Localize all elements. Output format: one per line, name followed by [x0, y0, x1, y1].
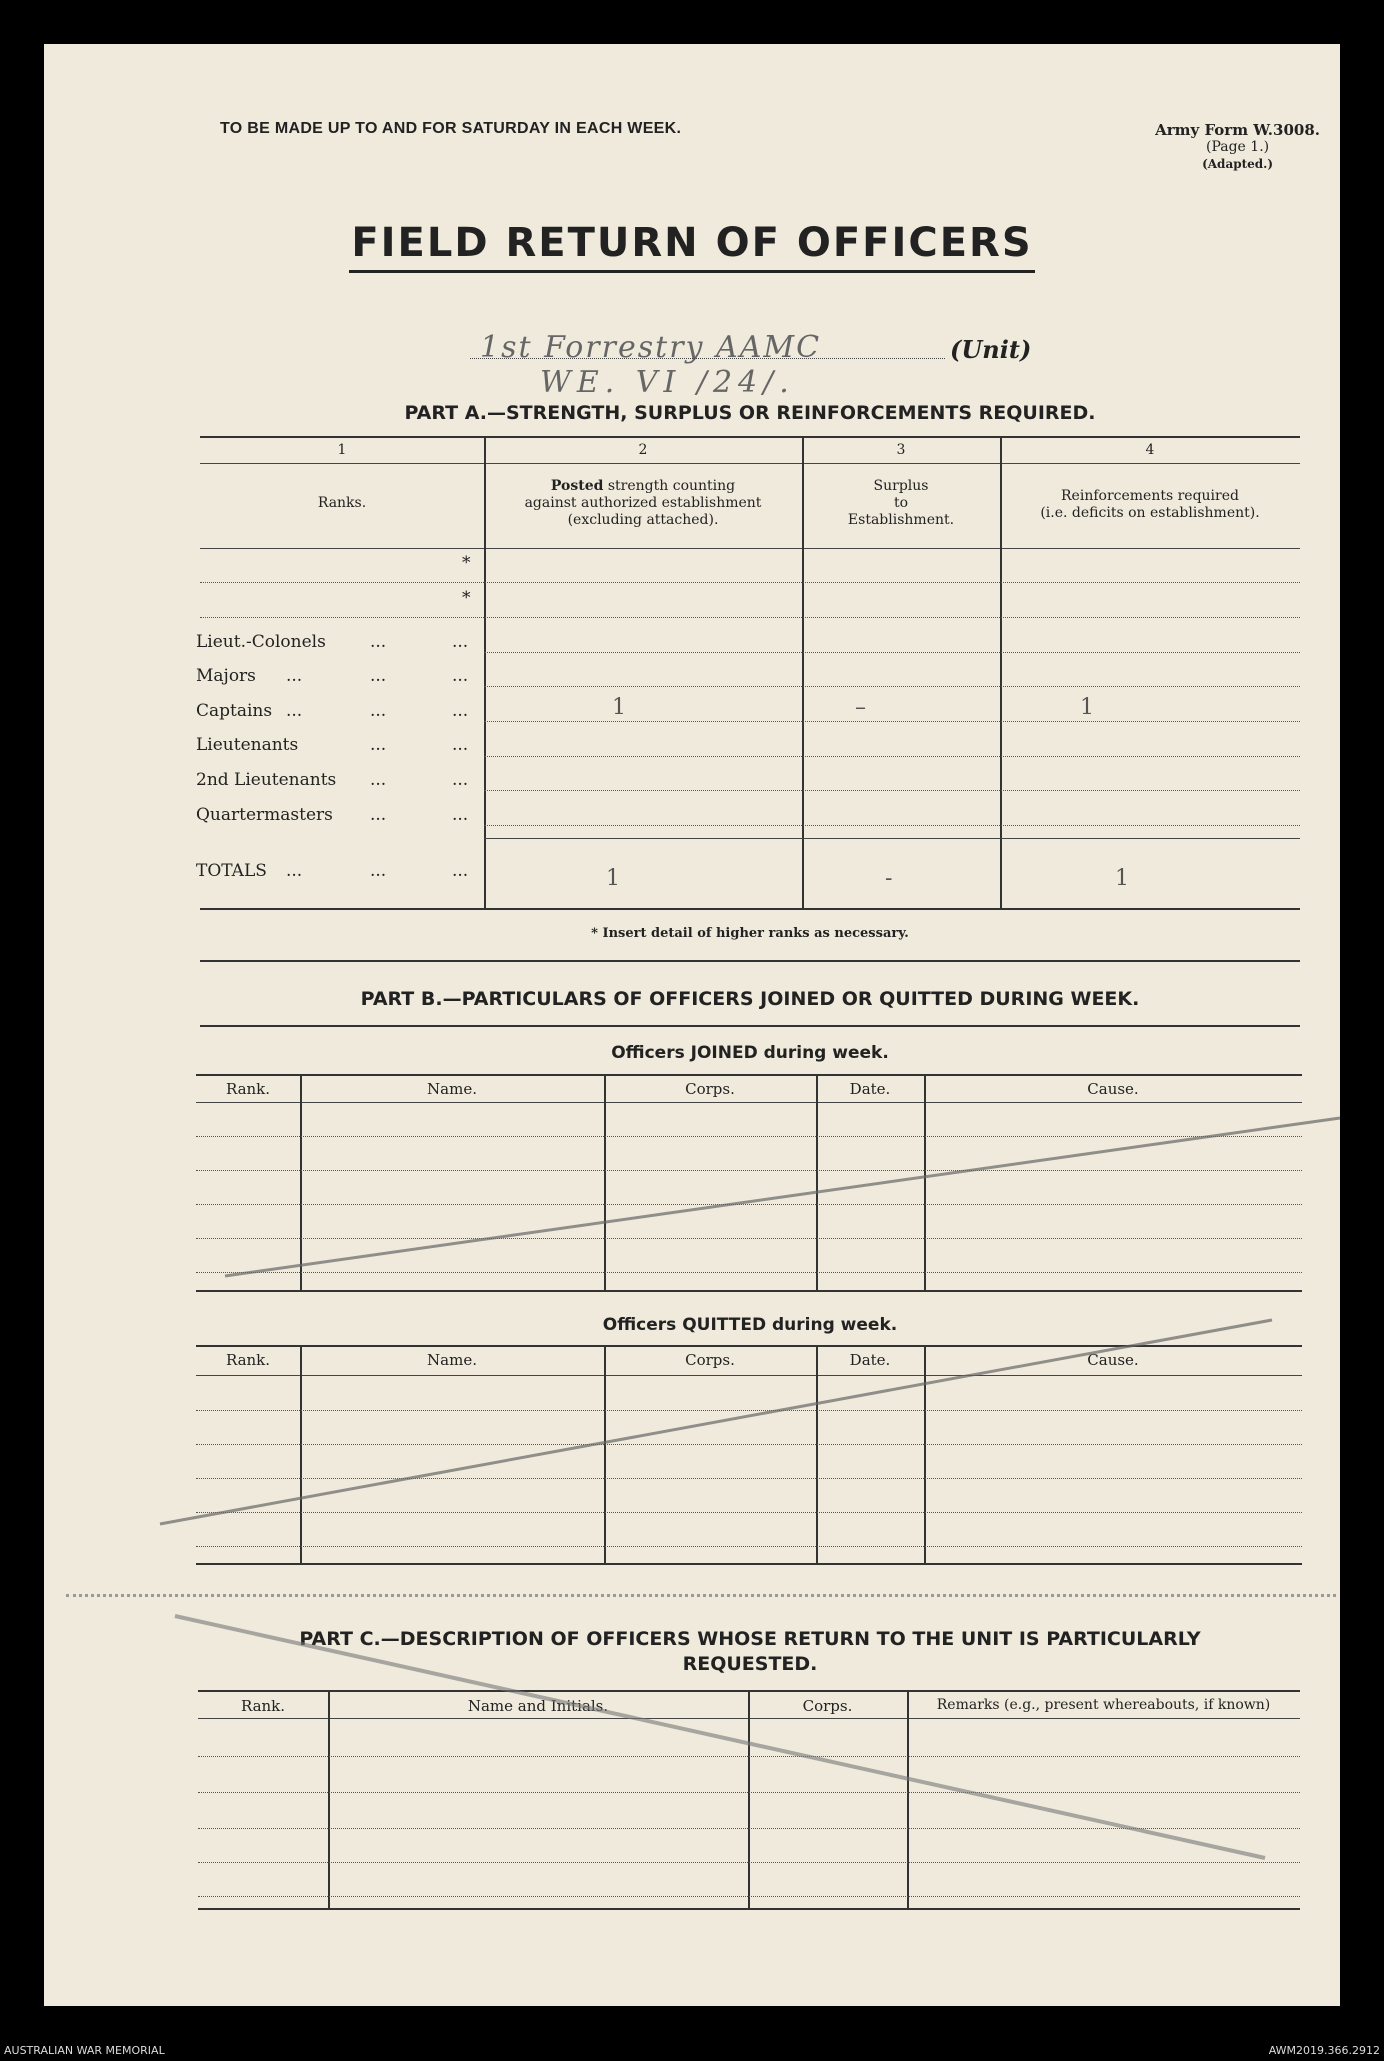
form-number: Army Form W.3008. — [1155, 121, 1320, 139]
dots-3a: ... — [286, 701, 303, 721]
dots-2a: ... — [286, 666, 303, 686]
dots-3c: ... — [452, 701, 469, 721]
joined-title: Officers JOINED during week. — [611, 1043, 889, 1063]
totals-reinforcements-value: 1 — [1115, 866, 1129, 891]
rank-lieut-colonels: Lieut.-Colonels — [196, 632, 326, 652]
captains-posted-value: 1 — [612, 695, 626, 720]
quitted-col-corps: Corps. — [685, 1351, 735, 1369]
dots-1b: ... — [452, 632, 469, 652]
col-number-2: 2 — [638, 442, 648, 458]
partc-col-remarks: Remarks (e.g., present whereabouts, if known) — [936, 1697, 1271, 1713]
footer-right: AWM2019.366.2912 — [1268, 2044, 1380, 2057]
dots-7c: ... — [452, 861, 469, 881]
unit-label: (Unit) — [950, 335, 1032, 364]
dots-4b: ... — [452, 735, 469, 755]
joined-col-cause: Cause. — [1087, 1080, 1139, 1098]
rank-lieutenants: Lieutenants — [196, 735, 299, 755]
page-label: (Page 1.) — [1205, 139, 1270, 155]
rank-captains: Captains — [196, 701, 273, 721]
partc-col-corps: Corps. — [802, 1697, 853, 1715]
quitted-title: Officers QUITTED during week. — [602, 1315, 898, 1335]
page-title: FIELD RETURN OF OFFICERS — [0, 220, 1384, 266]
ranks-header: Ranks. — [317, 495, 367, 511]
footer-left: AUSTRALIAN WAR MEMORIAL — [4, 2044, 165, 2057]
totals-posted-value: 1 — [606, 866, 620, 891]
dots-7b: ... — [370, 861, 387, 881]
dots-3b: ... — [370, 701, 387, 721]
instruction-text: TO BE MADE UP TO AND FOR SATURDAY IN EACH WEEK. — [220, 120, 682, 137]
col-number-3: 3 — [896, 442, 906, 458]
handwritten-unit: 1st Forrestry AAMC — [480, 330, 822, 365]
part-c-heading: PART C.—DESCRIPTION OF OFFICERS WHOSE RETURN TO THE UNIT IS PARTICULARLY REQUESTED. — [299, 1628, 1201, 1675]
quitted-col-cause: Cause. — [1087, 1351, 1139, 1369]
rank-majors: Majors — [196, 666, 256, 686]
joined-col-rank: Rank. — [225, 1080, 271, 1098]
quitted-col-rank: Rank. — [225, 1351, 271, 1369]
rank-2nd-lieutenants: 2nd Lieutenants — [196, 770, 337, 790]
dots-6b: ... — [452, 805, 469, 825]
part-a-heading: PART A.—STRENGTH, SURPLUS OR REINFORCEMENTS REQUIRED. — [404, 402, 1096, 424]
part-b-heading: PART B.—PARTICULARS OF OFFICERS JOINED OR QUITTED DURING WEEK. — [360, 988, 1140, 1010]
quitted-col-date: Date. — [849, 1351, 891, 1369]
dots-2b: ... — [370, 666, 387, 686]
partc-col-rank: Rank. — [240, 1697, 286, 1715]
surplus-header: Surplus to Establishment. — [847, 478, 955, 528]
strike-joined — [225, 1118, 1340, 1276]
totals-label: TOTALS — [196, 861, 267, 881]
dots-7a: ... — [286, 861, 303, 881]
joined-col-name: Name. — [427, 1080, 477, 1098]
dots-2c: ... — [452, 666, 469, 686]
captains-surplus-value: – — [855, 695, 866, 720]
partc-col-name: Name and Initials. — [467, 1697, 609, 1715]
strike-part-c — [175, 1616, 1265, 1858]
quitted-col-name: Name. — [427, 1351, 477, 1369]
asterisk-row-2: * — [462, 588, 471, 608]
reinforcements-header: Reinforcements required (i.e. deficits on establishment). — [1040, 488, 1260, 521]
dots-5b: ... — [452, 770, 469, 790]
asterisk-row-1: * — [462, 553, 471, 573]
posted-header: Posted strength counting against authorized establishment (excluding attached). — [524, 478, 762, 528]
dots-5a: ... — [370, 770, 387, 790]
col-number-1: 1 — [337, 442, 347, 458]
part-a-footnote: * Insert detail of higher ranks as necessary. — [591, 926, 909, 941]
joined-col-date: Date. — [849, 1080, 891, 1098]
dots-6a: ... — [370, 805, 387, 825]
adapted-label: (Adapted.) — [1202, 157, 1274, 171]
dots-1a: ... — [370, 632, 387, 652]
strike-quitted — [160, 1320, 1272, 1524]
rank-quartermasters: Quartermasters — [196, 805, 333, 825]
dots-4a: ... — [370, 735, 387, 755]
col-number-4: 4 — [1145, 442, 1155, 458]
captains-reinforcements-value: 1 — [1080, 695, 1094, 720]
handwritten-week-ending: WE. VI /24/. — [540, 365, 795, 400]
totals-surplus-value: - — [885, 866, 893, 891]
joined-col-corps: Corps. — [685, 1080, 735, 1098]
